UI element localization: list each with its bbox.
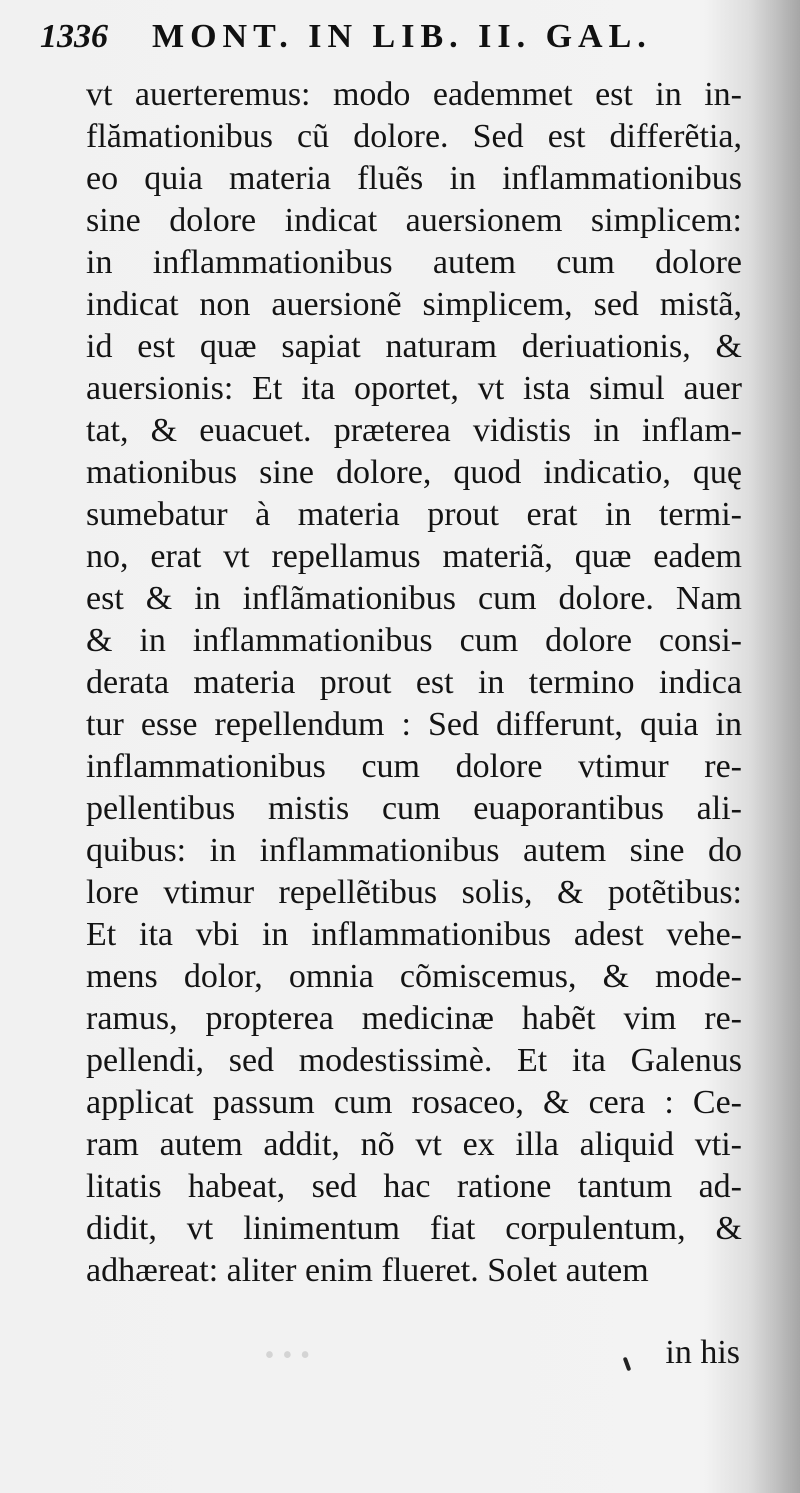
text-line: vt auerteremus: modo eademmet est in in- (86, 76, 742, 113)
text-line: pellendi, sed modestissimè. Et ita Galenus (86, 1042, 742, 1079)
text-line: lore vtimur repellẽtibus solis, & potẽtibus: (86, 874, 742, 911)
text-line: quibus: in inflammationibus autem sine do (86, 832, 742, 869)
text-line: pellentibus mistis cum euaporantibus ali- (86, 790, 742, 827)
text-line: est & in inflãmationibus cum dolore. Nam (86, 580, 742, 617)
page-number: 1336 (40, 18, 108, 55)
text-line: tur esse repellendum : Sed differunt, quia in (86, 706, 742, 743)
text-line: Et ita vbi in inflammationibus adest vehe- (86, 916, 742, 953)
text-line: flămationibus cũ dolore. Sed est differẽtia, (86, 118, 742, 155)
text-line: didit, vt linimentum fiat corpulentum, & (86, 1210, 742, 1247)
text-line: ramus, propterea medicinæ habẽt vim re- (86, 1000, 742, 1037)
text-line: no, erat vt repellamus materiã, quæ eadem (86, 538, 742, 575)
text-line: derata materia prout est in termino indica (86, 664, 742, 701)
page-gutter-shadow (748, 0, 800, 1493)
text-line: adhæreat: aliter enim flueret. Solet autem (86, 1252, 649, 1289)
catchword: in his (665, 1334, 740, 1371)
text-line: id est quæ sapiat naturam deriuationis, & (86, 328, 742, 365)
text-line: indicat non auersionẽ simplicem, sed mistã, (86, 286, 742, 323)
text-line: in inflammationibus autem cum dolore (86, 244, 742, 281)
text-line: inflammationibus cum dolore vtimur re- (86, 748, 742, 785)
text-line: & in inflammationibus cum dolore consi- (86, 622, 742, 659)
text-line: auersionis: Et ita oportet, vt ista simul auer (86, 370, 742, 407)
text-line: eo quia materia fluẽs in inflammationibus (86, 160, 742, 197)
text-line: sumebatur à materia prout erat in termi- (86, 496, 742, 533)
text-line: mens dolor, omnia cõmiscemus, & mode- (86, 958, 742, 995)
running-head (40, 18, 680, 70)
text-line: mationibus sine dolore, quod indicatio, quę (86, 454, 742, 491)
text-line: tat, & euacuet. prætereа vidistis in inflam- (86, 412, 742, 449)
text-line: applicat passum cum rosaceo, & cera : Ce- (86, 1084, 742, 1121)
running-title: MONT. IN LIB. II. GAL. (152, 18, 652, 55)
bleed-through-marks: ••• (256, 1340, 310, 1371)
text-line: litatis habeat, sed hac ratione tantum ad- (86, 1168, 742, 1205)
body-text (86, 74, 742, 1292)
text-line: sine dolore indicat auersionem simplicem: (86, 202, 742, 239)
text-line: ram autem addit, nõ vt ex illa aliquid vti- (86, 1126, 742, 1163)
